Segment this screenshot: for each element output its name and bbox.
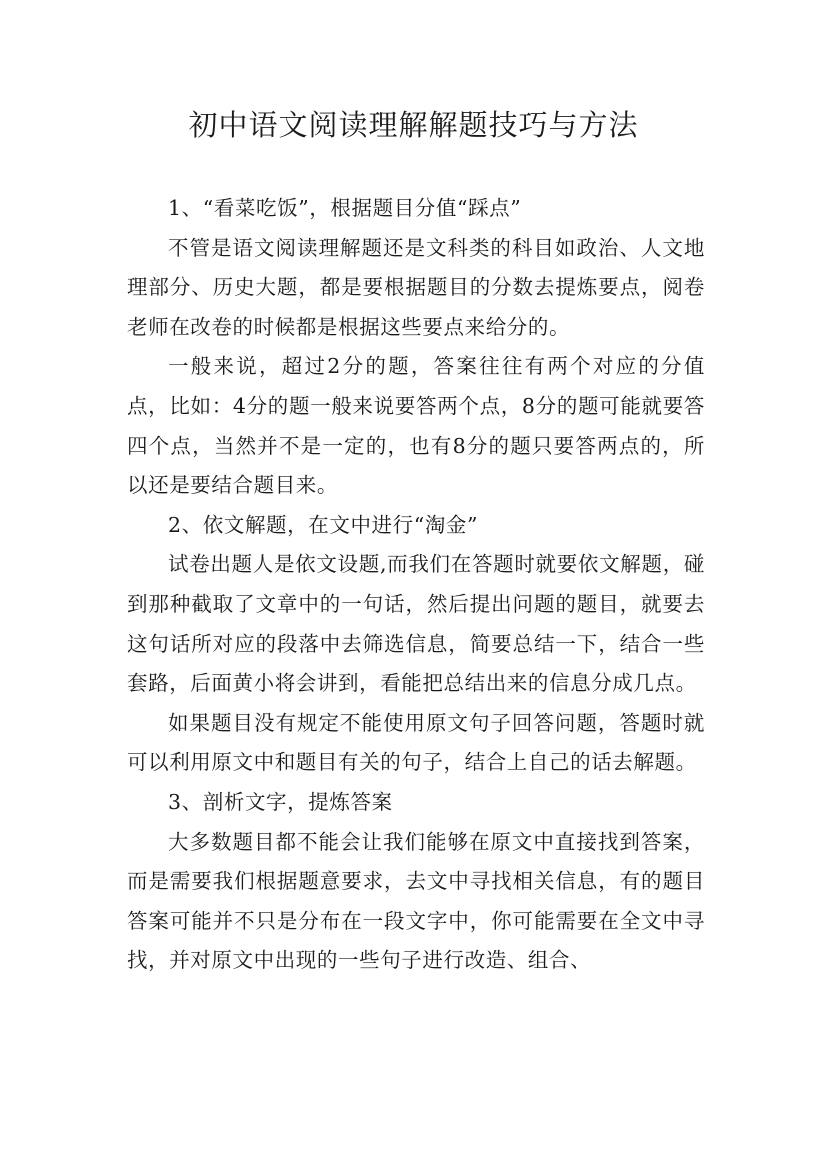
paragraph: 如果题目没有规定不能使用原文句子回答问题，答题时就可以利用原文中和题目有关的句子，结合上自己的话去解题。 bbox=[127, 710, 705, 775]
paragraph: 一般来说，超过2分的题，答案往往有两个对应的分值点，比如：4分的题一般来说要答两个点，8分的题可能就要答四个点，当然并不是一定的，也有8分的题只要答两点的，所以还是要结合题目来。 bbox=[127, 354, 705, 498]
paragraph: 不管是语文阅读理解题还是文科类的科目如政治、人文地理部分、历史大题，都是要根据题目的分数去提炼要点，阅卷老师在改卷的时候都是根据这些要点来给分的。 bbox=[127, 235, 705, 339]
document-body bbox=[127, 189, 705, 981]
document-title: 初中语文阅读理解解题技巧与方法 bbox=[188, 108, 639, 142]
section-heading-3: 3、剖析文字，提炼答案 bbox=[168, 789, 393, 814]
paragraph: 大多数题目都不能会让我们能够在原文中直接找到答案，而是需要我们根据题意要求，去文中寻找相关信息，有的题目答案可能并不只是分布在一段文字中，你可能需要在全文中寻找，并对原文中出现的一些句子进行改造、组合、 bbox=[127, 829, 705, 973]
section-heading-2: 2、依文解题，在文中进行“淘金” bbox=[168, 512, 479, 537]
paragraph: 试卷出题人是依文设题,而我们在答题时就要依文解题，碰到那种截取了文章中的一句话，然后提出问题的题目，就要去这句话所对应的段落中去筛选信息，简要总结一下，结合一些套路，后面黄小将会讲到，看能把总结出来的信息分成几点。 bbox=[127, 552, 705, 696]
section-heading-1: 1、“看菜吃饭”，根据题目分值“踩点” bbox=[168, 196, 522, 220]
